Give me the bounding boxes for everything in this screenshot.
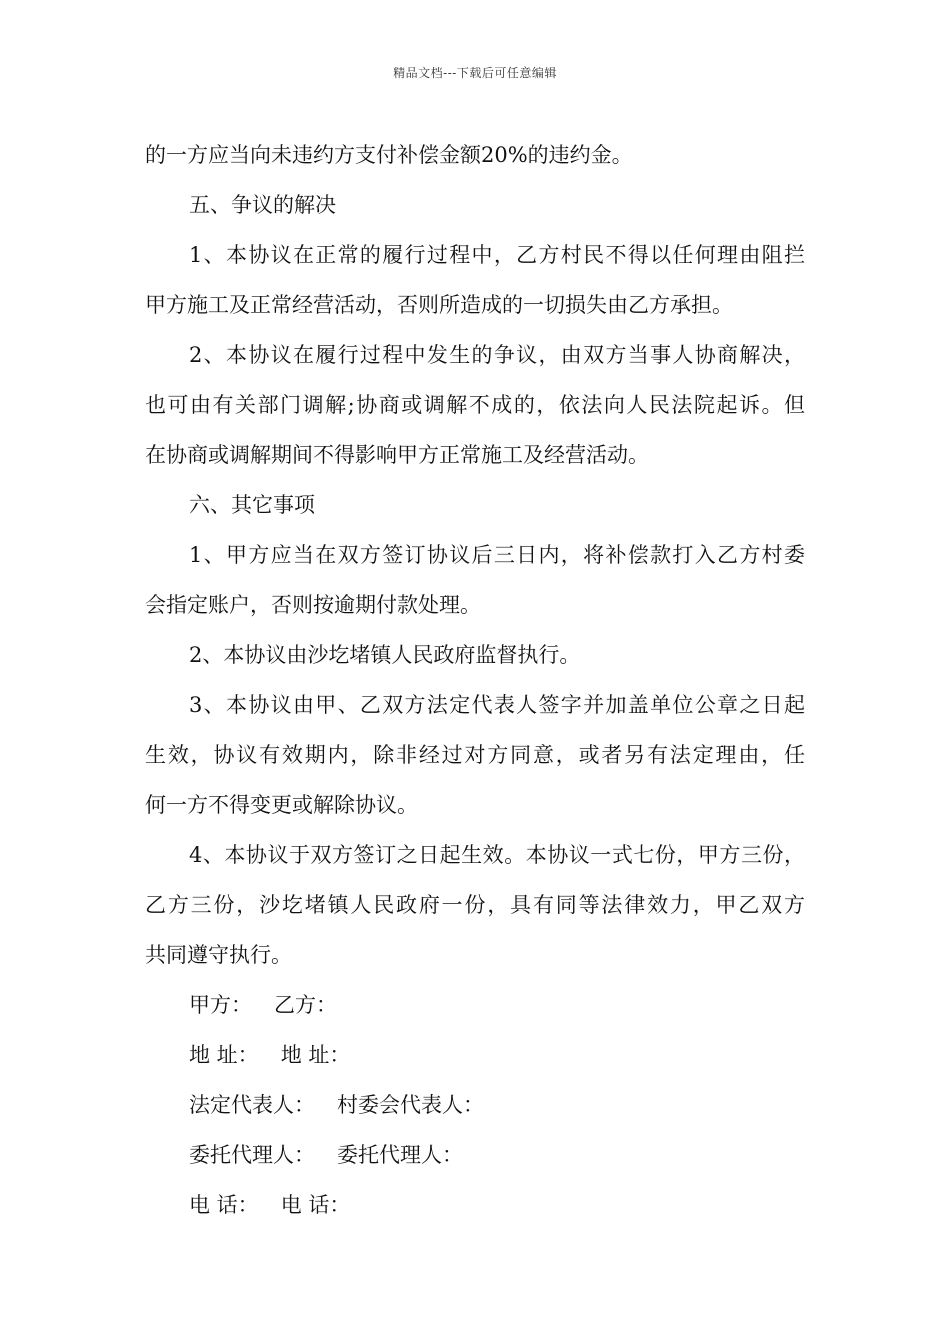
paragraph-line: 何一方不得变更或解除协议。 [145, 793, 418, 817]
section-heading: 六、其它事项 [189, 493, 315, 517]
signature-row-address [145, 1030, 805, 1080]
party-b-address-label: 地 址： [280, 1043, 351, 1067]
party-b-representative-label: 村委会代表人： [337, 1093, 484, 1117]
signature-row-agent [145, 1130, 805, 1180]
party-a-representative-label: 法定代表人： [189, 1093, 315, 1117]
paragraph-line: 2、本协议在履行过程中发生的争议，由双方当事人协商解决， [189, 343, 805, 367]
paragraph-line: 1、本协议在正常的履行过程中，乙方村民不得以任何理由阻拦 [189, 243, 805, 267]
paragraph-line: 乙方三份，沙圪堵镇人民政府一份，具有同等法律效力，甲乙双方 [145, 893, 805, 917]
signature-row-representative [145, 1080, 805, 1130]
party-b-label: 乙方： [274, 993, 337, 1017]
paragraph-line: 共同遵守执行。 [145, 943, 292, 967]
paragraph-line: 2、本协议由沙圪堵镇人民政府监督执行。 [189, 643, 581, 667]
party-a-agent-label: 委托代理人： [189, 1143, 315, 1167]
party-a-label: 甲方： [189, 993, 252, 1017]
party-b-phone-label: 电 话： [280, 1193, 351, 1217]
party-b-agent-label: 委托代理人： [337, 1143, 463, 1167]
party-a-phone-label: 电 话： [189, 1193, 259, 1217]
paragraph-line: 会指定账户，否则按逾期付款处理。 [145, 593, 481, 617]
paragraph-line: 甲方施工及正常经营活动，否则所造成的一切损失由乙方承担。 [145, 293, 733, 317]
document-body [145, 130, 805, 1230]
section-heading: 五、争议的解决 [189, 193, 336, 217]
party-a-address-label: 地 址： [189, 1043, 259, 1067]
paragraph-line: 也可由有关部门调解;协商或调解不成的，依法向人民法院起诉。但 [145, 393, 805, 417]
paragraph-line: 在协商或调解期间不得影响甲方正常施工及经营活动。 [145, 443, 649, 467]
paragraph-line: 3、本协议由甲、乙双方法定代表人签字并加盖单位公章之日起 [189, 693, 805, 717]
page-header: 精品文档---下载后可任意编辑 [393, 66, 557, 80]
paragraph-line: 生效，协议有效期内，除非经过对方同意，或者另有法定理由，任 [145, 743, 805, 767]
paragraph-line: 的一方应当向未违约方支付补偿金额20%的违约金。 [145, 143, 633, 167]
paragraph-line: 1、甲方应当在双方签订协议后三日内，将补偿款打入乙方村委 [189, 543, 805, 567]
signature-row-party [145, 980, 805, 1030]
paragraph-line: 4、本协议于双方签订之日起生效。本协议一式七份，甲方三份， [189, 843, 805, 867]
signature-row-phone [145, 1180, 805, 1230]
